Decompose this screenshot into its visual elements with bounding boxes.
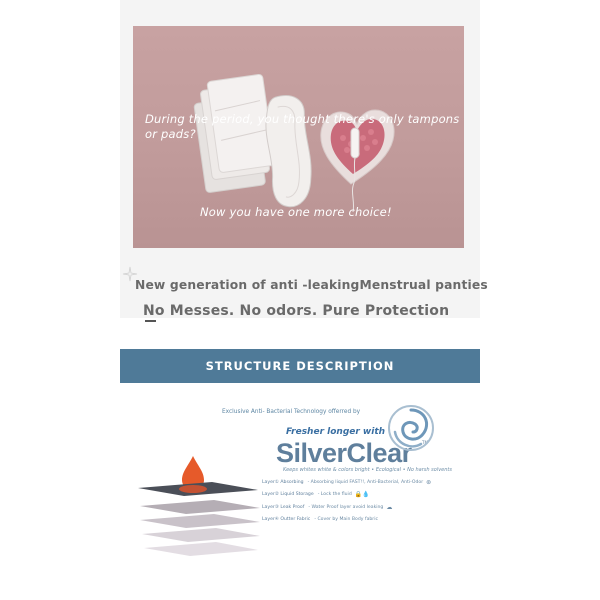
- lock-drop-icon: 🔒💧: [354, 491, 370, 498]
- section-header-title: STRUCTURE DESCRIPTION: [205, 359, 395, 373]
- hero-question-text: During the period, you thought there's only tampons or pads?: [145, 112, 460, 141]
- layer-description: - Absorbing liquid FAST!!, Anti-Bacterial, Anti-Odor: [307, 480, 424, 485]
- layer-description: - Lock the fluid: [317, 492, 352, 497]
- antibacterial-icon: ⊛: [426, 479, 432, 486]
- hero-image: [133, 26, 464, 248]
- hero-choice-text: Now you have one more choice!: [200, 205, 392, 219]
- layer-description: - Water Proof layer avoid leaking: [308, 505, 384, 510]
- layer-name: Layer④ Outter Fabric: [262, 517, 311, 522]
- trademark-mark: TM: [422, 440, 428, 445]
- layer-name: Layer② Liquid Storage: [262, 492, 314, 497]
- layer-row-outer-fabric: [262, 517, 378, 522]
- structure-section-header: [120, 349, 480, 383]
- brand-logo-text: SilverClear: [276, 438, 412, 468]
- layer-description: - Cover by Main Body fabric: [314, 517, 378, 522]
- technology-caption: Exclusive Anti- Bacterial Technology offerred by: [222, 409, 361, 415]
- product-tagline: New generation of anti -leakingMenstrual panties: [135, 278, 488, 292]
- cloud-icon: ☁: [386, 504, 393, 511]
- brand-subtitle: Keeps whites white & colors bright • Ecological • No harsh solvents: [283, 467, 452, 473]
- layer-name: Layer① Absorbing: [262, 480, 304, 485]
- silverclear-swirl-logo-icon: [385, 402, 437, 454]
- layer-row-absorbing: [262, 479, 431, 486]
- product-slogan: No Messes. No odors. Pure Protection: [143, 303, 450, 319]
- layer-row-leak-proof: [262, 504, 392, 511]
- layer-name: Layer③ Leak Proof: [262, 505, 305, 510]
- pad-layers-diagram: [138, 454, 263, 564]
- brand-tagline: Fresher longer with: [286, 427, 386, 437]
- layer-row-liquid-storage: [262, 491, 370, 498]
- slogan-underline: [145, 320, 156, 322]
